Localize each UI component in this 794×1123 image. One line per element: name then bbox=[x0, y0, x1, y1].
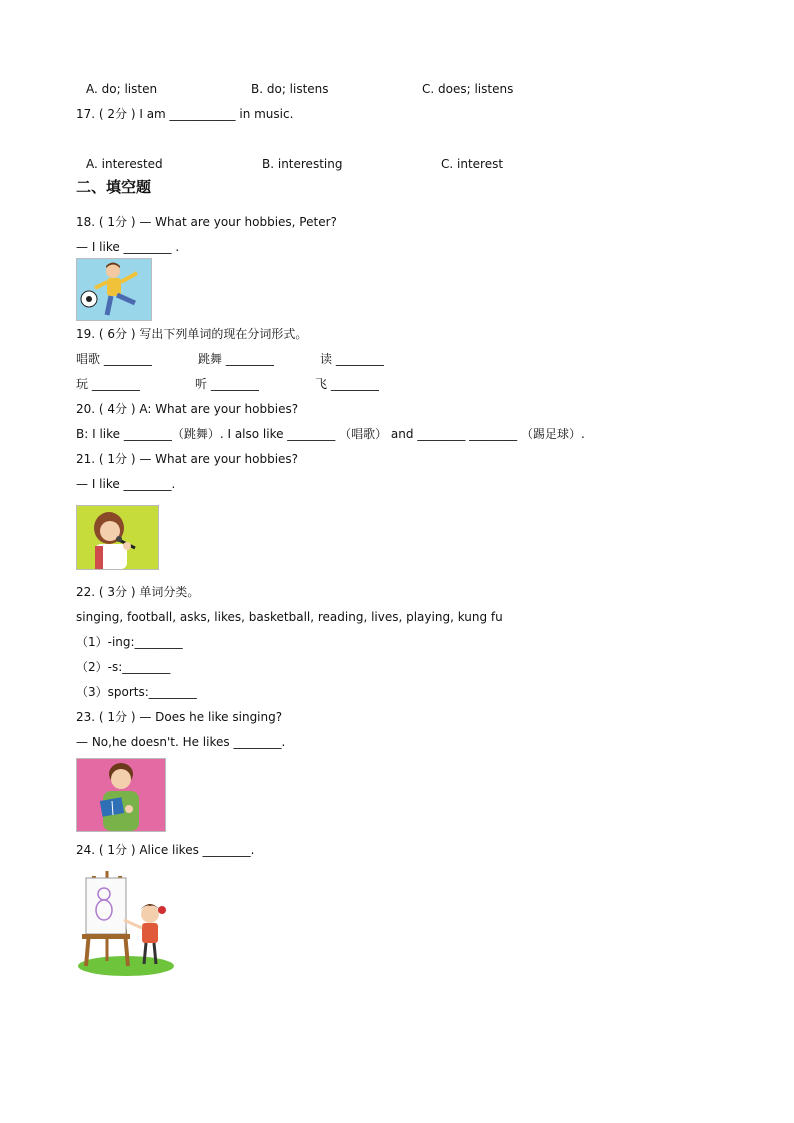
q19-read: 读 ________ bbox=[320, 352, 384, 366]
q20-answer: B: I like ________（跳舞）. I also like ________ （唱歌） and ________ ________ （踢足球）. bbox=[76, 427, 585, 441]
q19-stem: 19. ( 6分 ) 写出下列单词的现在分词形式。 bbox=[76, 327, 308, 341]
q21-answer: — I like ________. bbox=[76, 477, 176, 491]
q23-answer: — No,he doesn't. He likes ________. bbox=[76, 735, 286, 749]
q22-item-sports: （3）sports:________ bbox=[76, 685, 197, 699]
q16-option-b: B. do; listens bbox=[251, 82, 329, 96]
q19-fly: 飞 ________ bbox=[315, 377, 379, 391]
boy-kicking-football-image bbox=[76, 258, 152, 321]
q22-item-s: （2）-s:________ bbox=[76, 660, 171, 674]
girl-painting-image bbox=[76, 866, 174, 976]
q17-stem: 17. ( 2分 ) I am ___________ in music. bbox=[76, 107, 294, 121]
q22-stem: 22. ( 3分 ) 单词分类。 bbox=[76, 585, 200, 599]
q19-play: 玩 ________ bbox=[76, 377, 140, 391]
q19-listen: 听 ________ bbox=[195, 377, 259, 391]
q24-stem: 24. ( 1分 ) Alice likes ________. bbox=[76, 843, 255, 857]
q18-answer: — I like ________ . bbox=[76, 240, 180, 254]
section-title: 二、填空题 bbox=[76, 178, 152, 196]
boy-reading-image bbox=[76, 758, 166, 832]
q21-stem: 21. ( 1分 ) — What are your hobbies? bbox=[76, 452, 299, 466]
q19-dance: 跳舞 ________ bbox=[198, 352, 274, 366]
q18-stem: 18. ( 1分 ) — What are your hobbies, Peter? bbox=[76, 215, 337, 229]
girl-singing-image bbox=[76, 505, 159, 570]
q16-option-c: C. does; listens bbox=[422, 82, 514, 96]
q19-sing: 唱歌 ________ bbox=[76, 352, 152, 366]
q16-option-a: A. do; listen bbox=[86, 82, 158, 96]
q22-item-ing: （1）-ing:________ bbox=[76, 635, 183, 649]
q17-option-a: A. interested bbox=[86, 157, 163, 171]
q17-option-b: B. interesting bbox=[262, 157, 343, 171]
q17-option-c: C. interest bbox=[441, 157, 504, 171]
q23-stem: 23. ( 1分 ) — Does he like singing? bbox=[76, 710, 283, 724]
q22-word-list: singing, football, asks, likes, basketball, reading, lives, playing, kung fu bbox=[76, 610, 503, 624]
q20-stem: 20. ( 4分 ) A: What are your hobbies? bbox=[76, 402, 299, 416]
